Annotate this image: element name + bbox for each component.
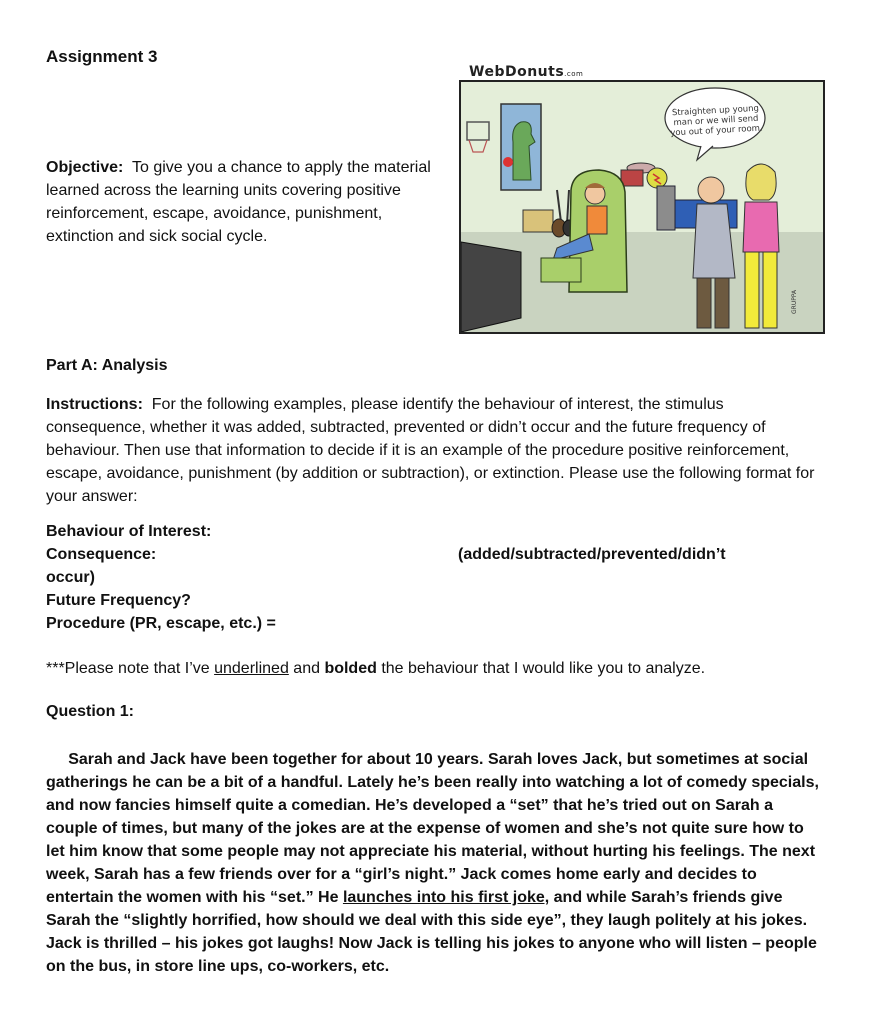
assignment-title: Assignment 3 [46, 47, 158, 66]
question-1-text-after: and while Sarah’s friends give Sarah the “slightly horrified, how should we deal with this side eye”, they laugh politely at his jokes. Jack is thrilled – his jokes got laughs! Now Jack is telling his jokes to anyone who will listen – people on the bus, in store line ups, co-workers, etc. [46, 889, 817, 975]
note-middle: and [288, 660, 325, 677]
note-suffix: the behaviour that I would like you to analyze. [376, 660, 706, 677]
question-1-heading: Question 1: [46, 703, 135, 720]
instructions-paragraph [46, 393, 826, 508]
question-1-underlined-behaviour: launches into his first joke, [342, 889, 550, 906]
instructions-text: For the following examples, please identify the behaviour of interest, the stimulus consequence, whether it was added, subtracted, prevented or didn’t occur and the future frequency of behaviour. Then use that information to decide if it is an example of the procedure positive reinforcement, escape, avoidance, punishment (by addition or subtraction), or extinction. Please use the following format for your answer: [46, 396, 815, 505]
comic-logo [469, 64, 583, 80]
part-a-heading: Part A: Analysis [46, 357, 168, 374]
comic-panel [459, 80, 825, 334]
note-paragraph [46, 657, 846, 680]
comic-logo-suffix: .com [564, 70, 584, 78]
question-1-text-before: Sarah and Jack have been together for about 10 years. Sarah loves Jack, but sometimes at social gatherings he can be a bit of a handful. Lately he’s been really into watching a lot of comedy specials, and now fancies himself quite a comedian. He’s developed a “set” that he’s tried out on Sarah a couple of times, but many of the jokes are at the expense of women and she’s not quite sure how to let him know that some people may not appreciate his material, without hurting his feelings. The next week, Sarah has a few friends over for a “girl’s night.” Jack comes home early and decides to entertain the women with his “set.” He [46, 751, 819, 906]
comic-logo-text: WebDonuts [469, 64, 565, 80]
format-procedure: Procedure (PR, escape, etc.) = [46, 615, 276, 632]
objective-text: To give you a chance to apply the material learned across the learning units covering positive reinforcement, escape, avoidance, punishment, extinction and sick social cycle. [46, 159, 431, 245]
objective-label: Objective: [46, 159, 124, 176]
answer-format [46, 520, 826, 635]
format-behaviour: Behaviour of Interest: [46, 523, 212, 540]
question-1-text [46, 748, 826, 978]
speech-bubble-text: Straighten up young man or we will send you out of your room. [670, 103, 763, 139]
format-future-frequency: Future Frequency? [46, 592, 191, 609]
tv [461, 242, 521, 332]
note-prefix: ***Please note that I’ve [46, 660, 215, 677]
format-consequence-row [46, 543, 826, 566]
format-consequence: Consequence: [46, 546, 157, 563]
objective-paragraph [46, 156, 446, 248]
instructions-label: Instructions: [46, 396, 143, 413]
format-consequence-options-cont: occur) [46, 569, 95, 586]
comic-illustration [459, 64, 823, 334]
format-consequence-options: (added/subtracted/prevented/didn’t [458, 546, 726, 563]
note-bolded: bolded [324, 660, 377, 677]
dinosaur-poster [501, 104, 541, 190]
artist-signature: GRUPPA [791, 289, 798, 314]
comic-drawing [461, 82, 823, 332]
note-underlined: underlined [214, 660, 289, 677]
